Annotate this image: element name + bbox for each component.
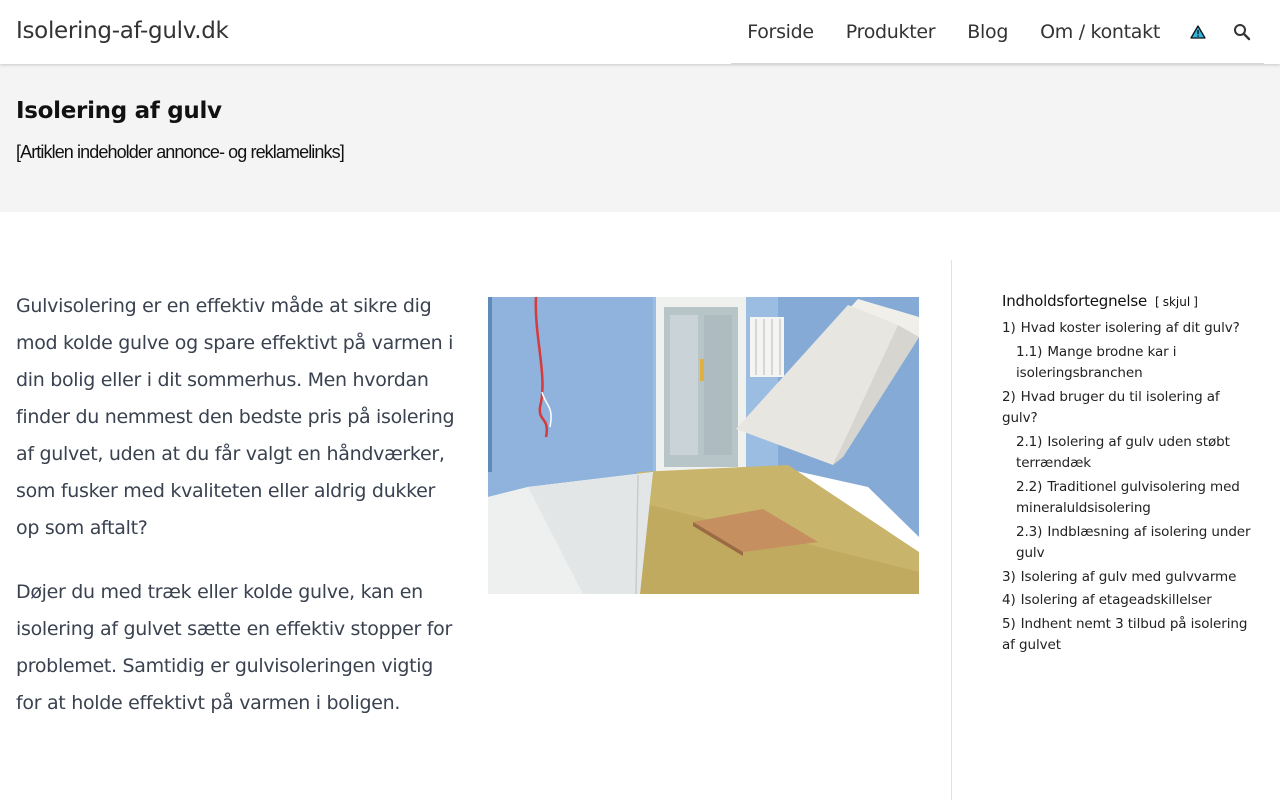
- toc-link[interactable]: [1002, 616, 1247, 654]
- toc-label: Hvad bruger du til isolering af gulv?: [1002, 388, 1220, 426]
- article-paragraph: Døjer du med træk eller kolde gulve, kan en isolering af gulvet sætte en effektiv stopper for problemet. Samtidig er gulvisoleringen vigtig for at holde effektivt på varmen i boligen.: [16, 581, 452, 714]
- floor-insulation-photo: [488, 297, 919, 594]
- ad-disclaimer: [Artiklen indeholder annonce- og reklamelinks]: [16, 142, 344, 162]
- toc-link[interactable]: [1002, 320, 1240, 336]
- toc-label: Hvad koster isolering af dit gulv?: [1020, 320, 1240, 336]
- nav-item-om-kontakt[interactable]: Om / kontakt: [1040, 20, 1160, 43]
- toc-toggle: [1155, 295, 1198, 309]
- nav-item-blog[interactable]: Blog: [967, 20, 1009, 43]
- toc-link[interactable]: [1016, 434, 1230, 472]
- toc-item: [1002, 590, 1252, 612]
- nav-item-produkter[interactable]: Produkter: [845, 20, 936, 43]
- toc-number: 3): [1002, 568, 1016, 585]
- toc-number: 2.3): [1016, 523, 1043, 540]
- article-body: [16, 288, 456, 749]
- toc-number: 1): [1002, 320, 1016, 336]
- page-hero: [0, 64, 1280, 212]
- site-header: [0, 0, 1280, 64]
- toc-toggle-bracket-open: [: [1155, 295, 1160, 309]
- toc-item: [1002, 387, 1252, 430]
- toc-label: Indblæsning af isolering under gulv: [1016, 523, 1251, 561]
- site-title[interactable]: Isolering-af-gulv.dk: [16, 18, 229, 44]
- toc-number: 2.1): [1016, 433, 1043, 450]
- toc-list: [1002, 318, 1252, 657]
- toc-link[interactable]: [1016, 524, 1250, 562]
- toc-item: [1002, 614, 1252, 657]
- toc-number: 2): [1002, 388, 1016, 405]
- toc-label: Traditionel gulvisolering med mineraluldsisolering: [1016, 478, 1240, 516]
- toc-link[interactable]: [1002, 389, 1220, 427]
- toc-title: Indholdsfortegnelse: [1002, 292, 1148, 310]
- toc-number: 1.1): [1016, 343, 1043, 360]
- toc-label: Mange brodne kar i isoleringsbranchen: [1016, 343, 1177, 381]
- toc-link[interactable]: [1016, 479, 1240, 517]
- toc-label: Isolering af gulv med gulvvarme: [1020, 568, 1237, 585]
- toc-number: 2.2): [1016, 478, 1043, 495]
- sidebar-divider: [951, 260, 952, 800]
- toc-item: [1002, 342, 1252, 385]
- toc-number: 4): [1002, 592, 1016, 608]
- toc-toggle-bracket-close: ]: [1193, 295, 1198, 309]
- toc-link[interactable]: [1002, 592, 1212, 608]
- search-icon[interactable]: [1220, 12, 1264, 52]
- toc-item: [1002, 567, 1252, 589]
- page-title: Isolering af gulv: [16, 98, 222, 124]
- toc-number: 5): [1002, 615, 1016, 632]
- warning-triangle-icon[interactable]: [1176, 12, 1220, 52]
- toc-link[interactable]: [1002, 569, 1236, 585]
- toc-link[interactable]: [1016, 344, 1176, 382]
- toc-item: [1002, 318, 1252, 340]
- toc-item: [1002, 432, 1252, 475]
- toc-label: Isolering af gulv uden støbt terrændæk: [1016, 433, 1230, 471]
- table-of-contents: [1002, 292, 1252, 659]
- toc-header: [1002, 292, 1252, 310]
- toc-label: Isolering af etageadskillelser: [1020, 592, 1212, 608]
- article-paragraph: Gulvisolering er en effektiv måde at sikre dig mod kolde gulve og spare effektivt på varmen i din bolig eller i dit sommerhus. Men hvordan finder du nemmest den bedste pris på isolering af gulvet, uden at du får valgt en håndværker, som fusker med kvaliteten eller aldrig dukker op som aftalt?: [16, 295, 455, 539]
- nav-item-forside[interactable]: Forside: [747, 20, 814, 43]
- toc-item: [1002, 477, 1252, 520]
- toc-item: [1002, 522, 1252, 565]
- toc-hide-link[interactable]: skjul: [1162, 295, 1191, 309]
- toc-label: Indhent nemt 3 tilbud på isolering af gulvet: [1002, 615, 1248, 653]
- main-nav: [731, 0, 1264, 64]
